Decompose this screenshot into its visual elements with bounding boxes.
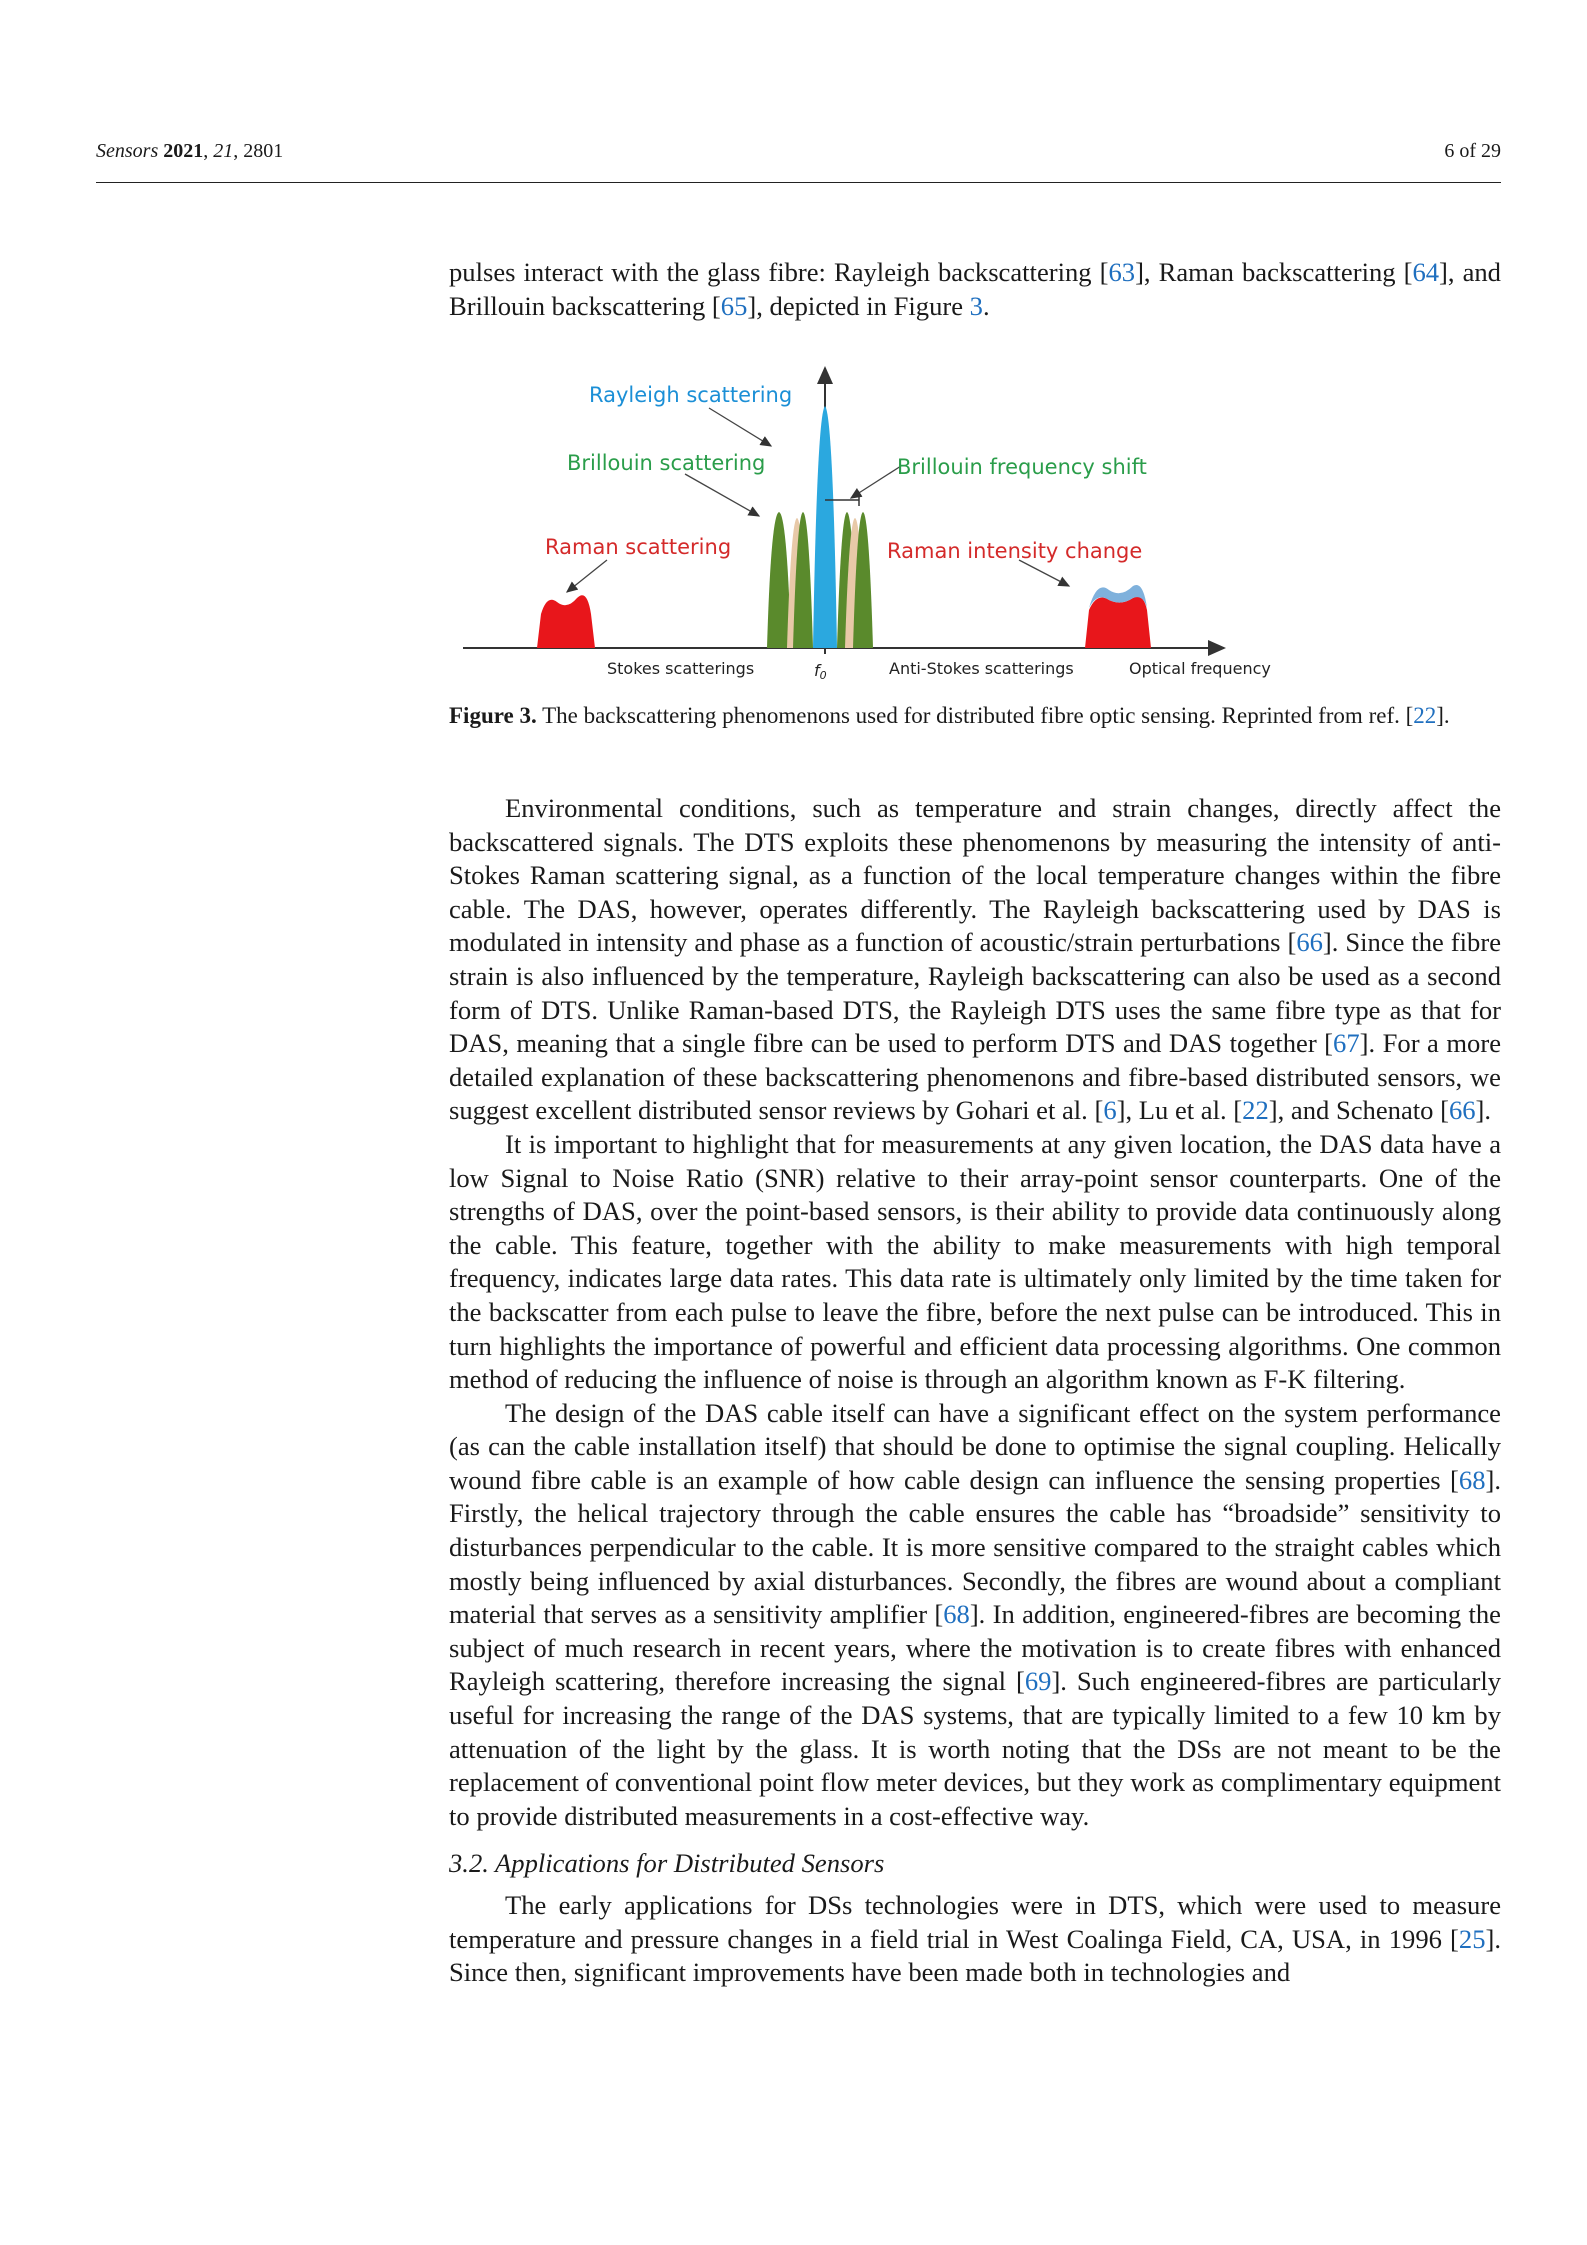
paragraph: The early applications for DSs technologies were in DTS, which were used to measure temperature and pressure changes in a field trial in West Coalinga Field, CA, USA, in 1996 [25]. Since then, significant improvements have been made both in technologies and: [449, 1890, 1501, 1988]
citation-link[interactable]: 69: [1024, 1666, 1052, 1697]
citation-link[interactable]: 68: [943, 1599, 970, 1630]
page-number: 6 of 29: [1444, 140, 1501, 162]
citation-link[interactable]: 6: [1103, 1095, 1117, 1126]
rayleigh-scattering-label: Rayleigh scattering: [589, 383, 793, 407]
citation-link[interactable]: 22: [1242, 1095, 1269, 1126]
raman-scattering-label: Raman scattering: [545, 535, 732, 559]
raman-stokes-peak: [537, 595, 595, 648]
citation-link[interactable]: 25: [1458, 1923, 1486, 1954]
optical-frequency-label: Optical frequency: [1129, 659, 1271, 678]
raman-anti-stokes-peak: [1085, 597, 1151, 649]
intro-paragraph: pulses interact with the glass fibre: Rayleigh backscattering [63], Raman backscattering [64], and Brillouin backscattering [65], depicted in Figure 3.: [449, 257, 1501, 321]
paragraph: It is important to highlight that for measurements at any given location, the DAS data have a low Signal to Noise Ratio (SNR) relative to their array-point sensor counterparts. One of the strengths of DAS, over the point-based sensors, is their ability to provide data continuously along the cable. This feature, together with the ability to make measurements with high temporal frequency, indicates large data rates. This data rate is ultimately only limited by the time taken for the backscatter from each pulse to leave the fibre, before the next pulse can be introduced. This in turn highlights the importance of powerful and efficient data processing algorithms. One common method of reducing the influence of noise is through an algorithm known as F-K filtering.: [449, 1128, 1501, 1395]
citation-link[interactable]: 66: [1296, 927, 1323, 958]
brillouin-scattering-label: Brillouin scattering: [567, 451, 766, 475]
paragraph: Environmental conditions, such as temperature and strain changes, directly affect the backscattered signals. The DTS exploits these phenomenons by measuring the intensity of anti-Stokes Raman scattering signal, as a function of the local temperature changes within the fibre cable. The DAS, however, operates differently. The Rayleigh backscattering used by DAS is modulated in intensity and phase as a function of acoustic/strain perturbations [66]. Since the fibre strain is also influenced by the temperature, Rayleigh backscattering can also be used as a second form of DTS. Unlike Raman-based DTS, the Rayleigh DTS uses the same fibre type as that for DAS, meaning that a single fibre can be used to perform DTS and DAS together [67]. For a more detailed explanation of these backscattering phenomenons and fibre-based distributed sensors, we suggest excellent distributed sensor reviews by Gohari et al. [6], Lu et al. [22], and Schenato [66].: [449, 793, 1501, 1126]
paragraph: The design of the DAS cable itself can have a significant effect on the system performance (as can the cable installation itself) that should be done to optimise the signal coupling. Helically wound fibre cable is an example of how cable design can influence the sensing properties [68]. Firstly, the helical trajectory through the cable ensures the cable has “broadside” sensitivity to disturbances perpendicular to the cable. It is more sensitive compared to the straight cables which mostly being influenced by axial disturbances. Secondly, the fibres are wound about a compliant material that serves as a sensitivity amplifier [68]. In addition, engineered-fibres are becoming the subject of much research in recent years, where the motivation is to create fibres with enhanced Rayleigh scattering, therefore increasing the signal [69]. Such engineered-fibres are particularly useful for increasing the range of the DAS systems, that are typically limited to a few 10 km by attenuation of the light by the glass. It is worth noting that the DSs are not meant to be the replacement of conventional point flow meter devices, but they work as complimentary equipment to provide distributed measurements in a cost-effective way.: [449, 1397, 1501, 1831]
figure-link[interactable]: 3: [969, 290, 983, 321]
backscattering-spectrum-diagram: [449, 354, 1501, 684]
body-text: [449, 792, 1501, 1990]
citation-link[interactable]: 22: [1413, 703, 1437, 728]
citation-link[interactable]: 64: [1412, 257, 1440, 287]
brillouin-frequency-shift-label: Brillouin frequency shift: [897, 455, 1147, 479]
citation-link[interactable]: 63: [1108, 257, 1136, 287]
anti-stokes-scatterings-label: Anti-Stokes scatterings: [889, 659, 1074, 678]
citation-link[interactable]: 66: [1448, 1095, 1476, 1126]
section-heading: 3.2. Applications for Distributed Sensors: [449, 1848, 885, 1879]
citation-link[interactable]: 68: [1458, 1464, 1486, 1495]
figure-caption: Figure 3. The backscattering phenomenons used for distributed fibre optic sensing. Reprinted from ref. [22].: [449, 703, 1450, 728]
stokes-scatterings-label: Stokes scatterings: [607, 659, 755, 678]
rayleigh-peak: [813, 406, 837, 648]
journal-citation: Sensors 2021, 21, 2801: [96, 140, 284, 162]
citation-link[interactable]: 67: [1333, 1028, 1360, 1059]
brillouin-stokes-peak: [767, 512, 791, 648]
raman-intensity-change-label: Raman intensity change: [887, 539, 1143, 563]
f0-label: f0: [814, 661, 827, 682]
citation-link[interactable]: 65: [720, 290, 748, 321]
figure-3: [449, 354, 1501, 684]
page-header: [96, 138, 1501, 183]
